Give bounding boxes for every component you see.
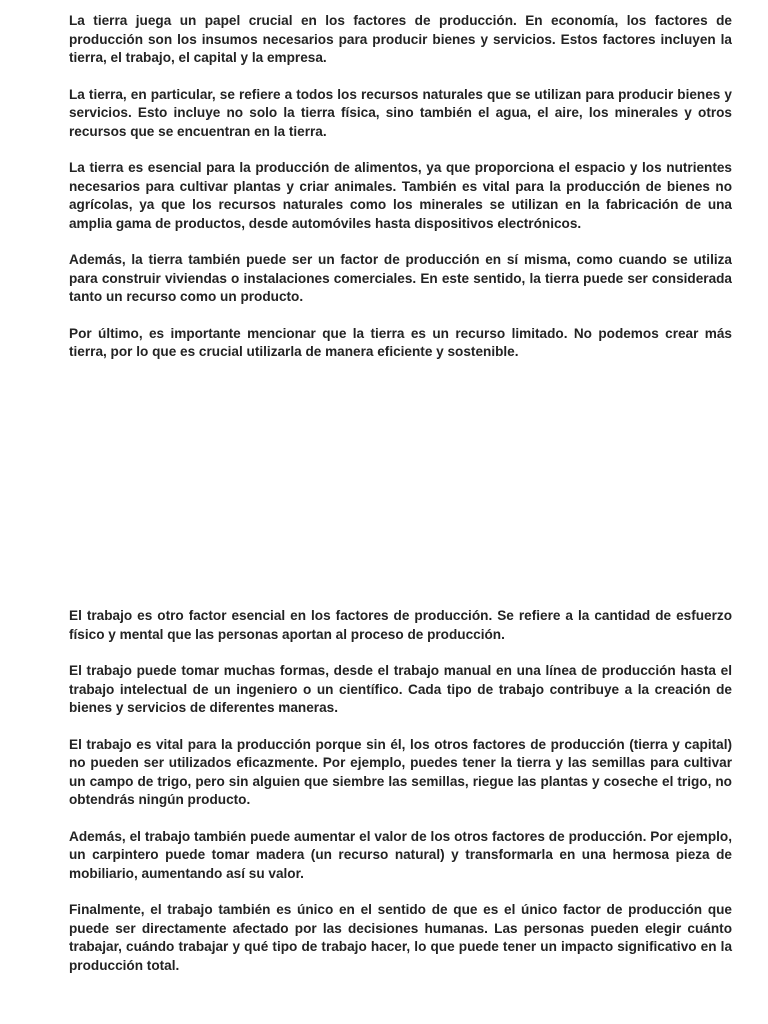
paragraph: El trabajo es otro factor esencial en los factores de producción. Se refiere a la cantidad de esfuerzo físico y mental que las personas aportan al proceso de producción. [69,608,732,642]
paragraph: Por último, es importante mencionar que la tierra es un recurso limitado. No podemos crear más tierra, por lo que es crucial utilizarla de manera eficiente y sostenible. [69,325,732,359]
paragraph: Además, la tierra también puede ser un factor de producción en sí misma, como cuando se utiliza para construir viviendas o instalaciones comerciales. En este sentido, la tierra puede ser considerada tanto un recurso como un producto. [69,252,732,304]
labor-section [69,607,732,993]
paragraph: Además, el trabajo también puede aumentar el valor de los otros factores de producción. Por ejemplo, un carpintero puede tomar madera (un recurso natural) y transformarla en una hermosa pieza de mobiliario, aumentando así su valor. [69,828,732,881]
land-section [69,12,732,380]
paragraph: La tierra, en particular, se refiere a todos los recursos naturales que se utilizan para producir bienes y servicios. Esto incluye no solo la tierra física, sino también el agua, el aire, los minerales y otros recursos que se encuentran en la tierra. [69,86,732,139]
paragraph: La tierra es esencial para la producción de alimentos, ya que proporciona el espacio y los nutrientes necesarios para cultivar plantas y criar animales. También es vital para la producción de bienes no agrícolas, ya que los recursos naturales como los minerales se utilizan en la fabricación de una amplia gama de productos, desde automóviles hasta dispositivos electrónicos. [69,160,732,231]
paragraph: El trabajo es vital para la producción porque sin él, los otros factores de producción (tierra y capital) no pueden ser utilizados eficazmente. Por ejemplo, puedes tener la tierra y las semillas para cultivar un campo de trigo, pero sin alguien que siembre las semillas, riegue las plantas y coseche el trigo, no obtendrás ningún producto. [69,736,732,807]
paragraph: Finalmente, el trabajo también es único en el sentido de que es el único factor de producción que puede ser directamente afectado por las decisiones humanas. Las personas pueden elegir cuánto trabajar, cuándo trabajar y qué tipo de trabajo hacer, lo que puede tener un impacto significativo en la producción total. [69,902,732,973]
paragraph: La tierra juega un papel crucial en los factores de producción. En economía, los factores de producción son los insumos necesarios para producir bienes y servicios. Estos factores incluyen la tierra, el trabajo, el capital y la empresa. [69,13,732,65]
paragraph: El trabajo puede tomar muchas formas, desde el trabajo manual en una línea de producción hasta el trabajo intelectual de un ingeniero o un científico. Cada tipo de trabajo contribuye a la creación de bienes y servicios de diferentes maneras. [69,663,732,715]
